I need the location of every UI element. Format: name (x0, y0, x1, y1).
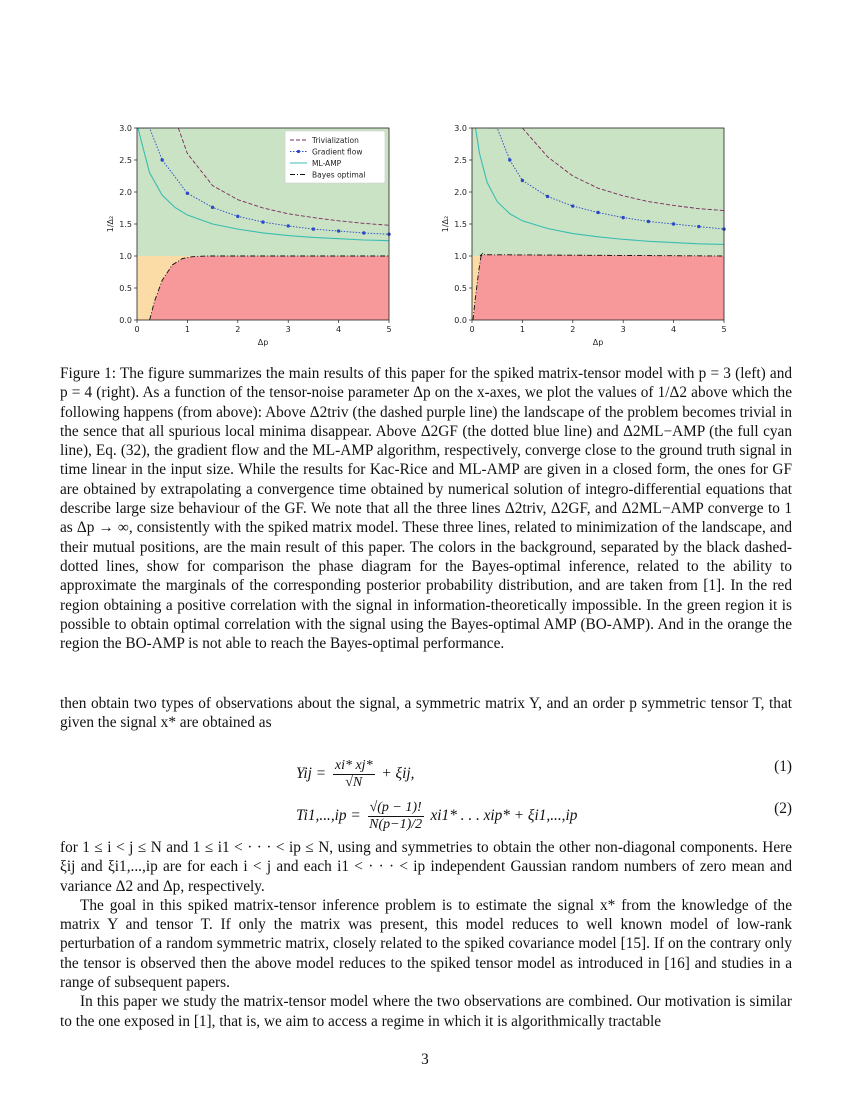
eq1-rest: + ξij, (381, 765, 415, 783)
eq2-numerator: √(p − 1)! (369, 800, 422, 815)
eq1-denominator: √N (345, 775, 363, 790)
gradient-flow-point (697, 225, 700, 228)
gradient-flow-point (622, 216, 625, 219)
y-tick-label: 2.5 (454, 156, 467, 165)
gradient-flow-point (521, 179, 524, 182)
x-tick-label: 4 (671, 325, 677, 334)
y-tick-label: 2.5 (119, 156, 132, 165)
gradient-flow-point (161, 158, 164, 161)
chart-left-svg (100, 118, 400, 348)
page-number: 3 (421, 1051, 429, 1068)
x-tick-label: 3 (285, 325, 291, 334)
region-red (150, 256, 389, 320)
eq1-label: (1) (774, 758, 792, 775)
intro-paragraph: then obtain two types of observations about the signal, a symmetric matrix Y, and an order p symmetric tensor T, that given the signal x* are obtained as (60, 695, 792, 732)
x-axis-label: Δp (257, 338, 269, 347)
legend-label: ML-AMP (312, 158, 342, 168)
equation-1 (60, 748, 792, 788)
gradient-flow-point (261, 220, 264, 223)
eq1-expression (296, 758, 414, 791)
y-axis-label: 1/Δ₂ (441, 215, 450, 233)
x-tick-label: 0 (134, 325, 140, 334)
y-tick-label: 1.0 (454, 252, 467, 261)
eq2-denominator: N(p−1)/2 (369, 817, 423, 832)
y-tick-label: 0.5 (119, 284, 132, 293)
legend-label: Gradient flow (312, 147, 363, 157)
eq2-lhs: Ti1,...,ip = (296, 807, 361, 825)
gradient-flow-point (211, 206, 214, 209)
figure-1 (100, 118, 750, 348)
figure-caption: Figure 1: The figure summarizes the main results of this paper for the spiked matrix-tensor model with p = 3 (left) and p = 4 (right). As a function of the tensor-noise parameter Δp on the x-axes, we plot the values of 1/Δ2 above which the following happens (from above): Above Δ2triv (the dashed purple line) the landscape of the problem becomes trivial in the sence that all spurious local minima disappear. Above Δ2GF (the dotted blue line) and Δ2ML−AMP (the full cyan line), Eq. (32), the gradient flow and the ML-AMP algorithm, respectively, converge close to the ground truth signal in time linear in the input size. While the results for Kac-Rice and ML-AMP are given in a closed form, the ones for GF are obtained by extrapolating a convergence time obtained by numerical solution of integro-differential equations that describe large size behaviour of the GF. We note that all the three lines Δ2triv, Δ2GF, and Δ2ML−AMP converge to 1 as Δp → ∞, consistently with the spiked matrix model. These three lines, related to minimization of the landscape, and their mutual positions, are the main result of this paper. The colors in the background, separated by the black dashed-dotted lines, show for comparison the phase diagram for the Bayes-optimal inference, related to the ability to approximate the marginals of the corresponding posterior probability distribution, and are taken from [1]. In the red region obtaining a positive correlation with the signal in information-theoretically impossible. In the green region it is possible to obtain optimal correlation with the signal using the Bayes-optimal AMP (BO-AMP). And in the orange the region the BO-AMP is not able to reach the Bayes-optimal performance. (60, 365, 792, 653)
gradient-flow-point (337, 229, 340, 232)
y-tick-label: 3.0 (119, 124, 132, 133)
gradient-flow-point (596, 211, 599, 214)
chart-right-svg (435, 118, 735, 348)
x-tick-label: 5 (721, 325, 727, 334)
x-tick-label: 3 (620, 325, 626, 334)
legend-label: Bayes optimal (312, 170, 366, 180)
x-axis-label: Δp (592, 338, 604, 347)
x-tick-label: 5 (386, 325, 392, 334)
gradient-flow-point (546, 195, 549, 198)
y-tick-label: 0.0 (454, 316, 467, 325)
body-text (60, 838, 792, 1031)
eq1-numerator: xi* xj* (334, 758, 373, 773)
chart-left (100, 118, 400, 348)
paragraph-2: The goal in this spiked matrix-tensor inference problem is to estimate the signal x* from the knowledge of the matrix Y and tensor T. If only the matrix was present, this model reduces to well known model of low-rank perturbation of a random symmetric matrix, closely related to the spiked covariance model [15]. If on the contrary only the tensor is observed then the above model reduces to the spiked tensor model as introduced in [16] and studies in a range of subsequent papers. (60, 896, 792, 992)
y-tick-label: 0.5 (454, 284, 467, 293)
y-tick-label: 1.0 (119, 252, 132, 261)
gradient-flow-point (508, 158, 511, 161)
x-tick-label: 1 (184, 325, 190, 334)
x-tick-label: 2 (235, 325, 241, 334)
gradient-flow-point (672, 222, 675, 225)
eq1-lhs: Yij = (296, 765, 327, 783)
gradient-flow-point (287, 224, 290, 227)
paragraph-3: In this paper we study the matrix-tensor model where the two observations are combined. Our motivation is similar to the one exposed in [1], that is, we aim to access a regime in which it is algorithmically tractable (60, 993, 792, 1030)
y-tick-label: 2.0 (454, 188, 467, 197)
gradient-flow-point (362, 231, 365, 234)
gradient-flow-point (571, 204, 574, 207)
y-tick-label: 3.0 (454, 124, 467, 133)
gradient-flow-point (236, 215, 239, 218)
y-tick-label: 0.0 (119, 316, 132, 325)
eq2-label: (2) (774, 800, 792, 817)
y-tick-label: 1.5 (454, 220, 467, 229)
eq1-fraction (333, 758, 375, 791)
gradient-flow-point (647, 220, 650, 223)
equation-2 (60, 790, 792, 830)
chart-right (435, 118, 735, 348)
x-tick-label: 4 (336, 325, 342, 334)
paragraph-1: for 1 ≤ i < j ≤ N and 1 ≤ i1 < · · · < ip ≤ N, using and symmetries to obtain the other non-diagonal components. Here ξij and ξi1,...,ip are for each i < j and each i1 < · · · < ip independent Gaussian random numbers of zero mean and variance Δ2 and Δp, respectively. (60, 839, 792, 895)
x-tick-label: 2 (570, 325, 576, 334)
eq2-rest: xi1* . . . xip* + ξi1,...,ip (430, 807, 578, 825)
eq2-expression (296, 800, 577, 833)
gradient-flow-point (186, 192, 189, 195)
x-tick-label: 0 (469, 325, 475, 334)
gradient-flow-point (312, 227, 315, 230)
eq2-fraction (368, 800, 424, 833)
x-tick-label: 1 (519, 325, 525, 334)
y-tick-label: 1.5 (119, 220, 132, 229)
legend-label: Trivialization (312, 135, 359, 145)
y-tick-label: 2.0 (119, 188, 132, 197)
region-red (473, 253, 724, 320)
y-axis-label: 1/Δ₂ (106, 215, 115, 233)
legend-marker (297, 150, 300, 153)
